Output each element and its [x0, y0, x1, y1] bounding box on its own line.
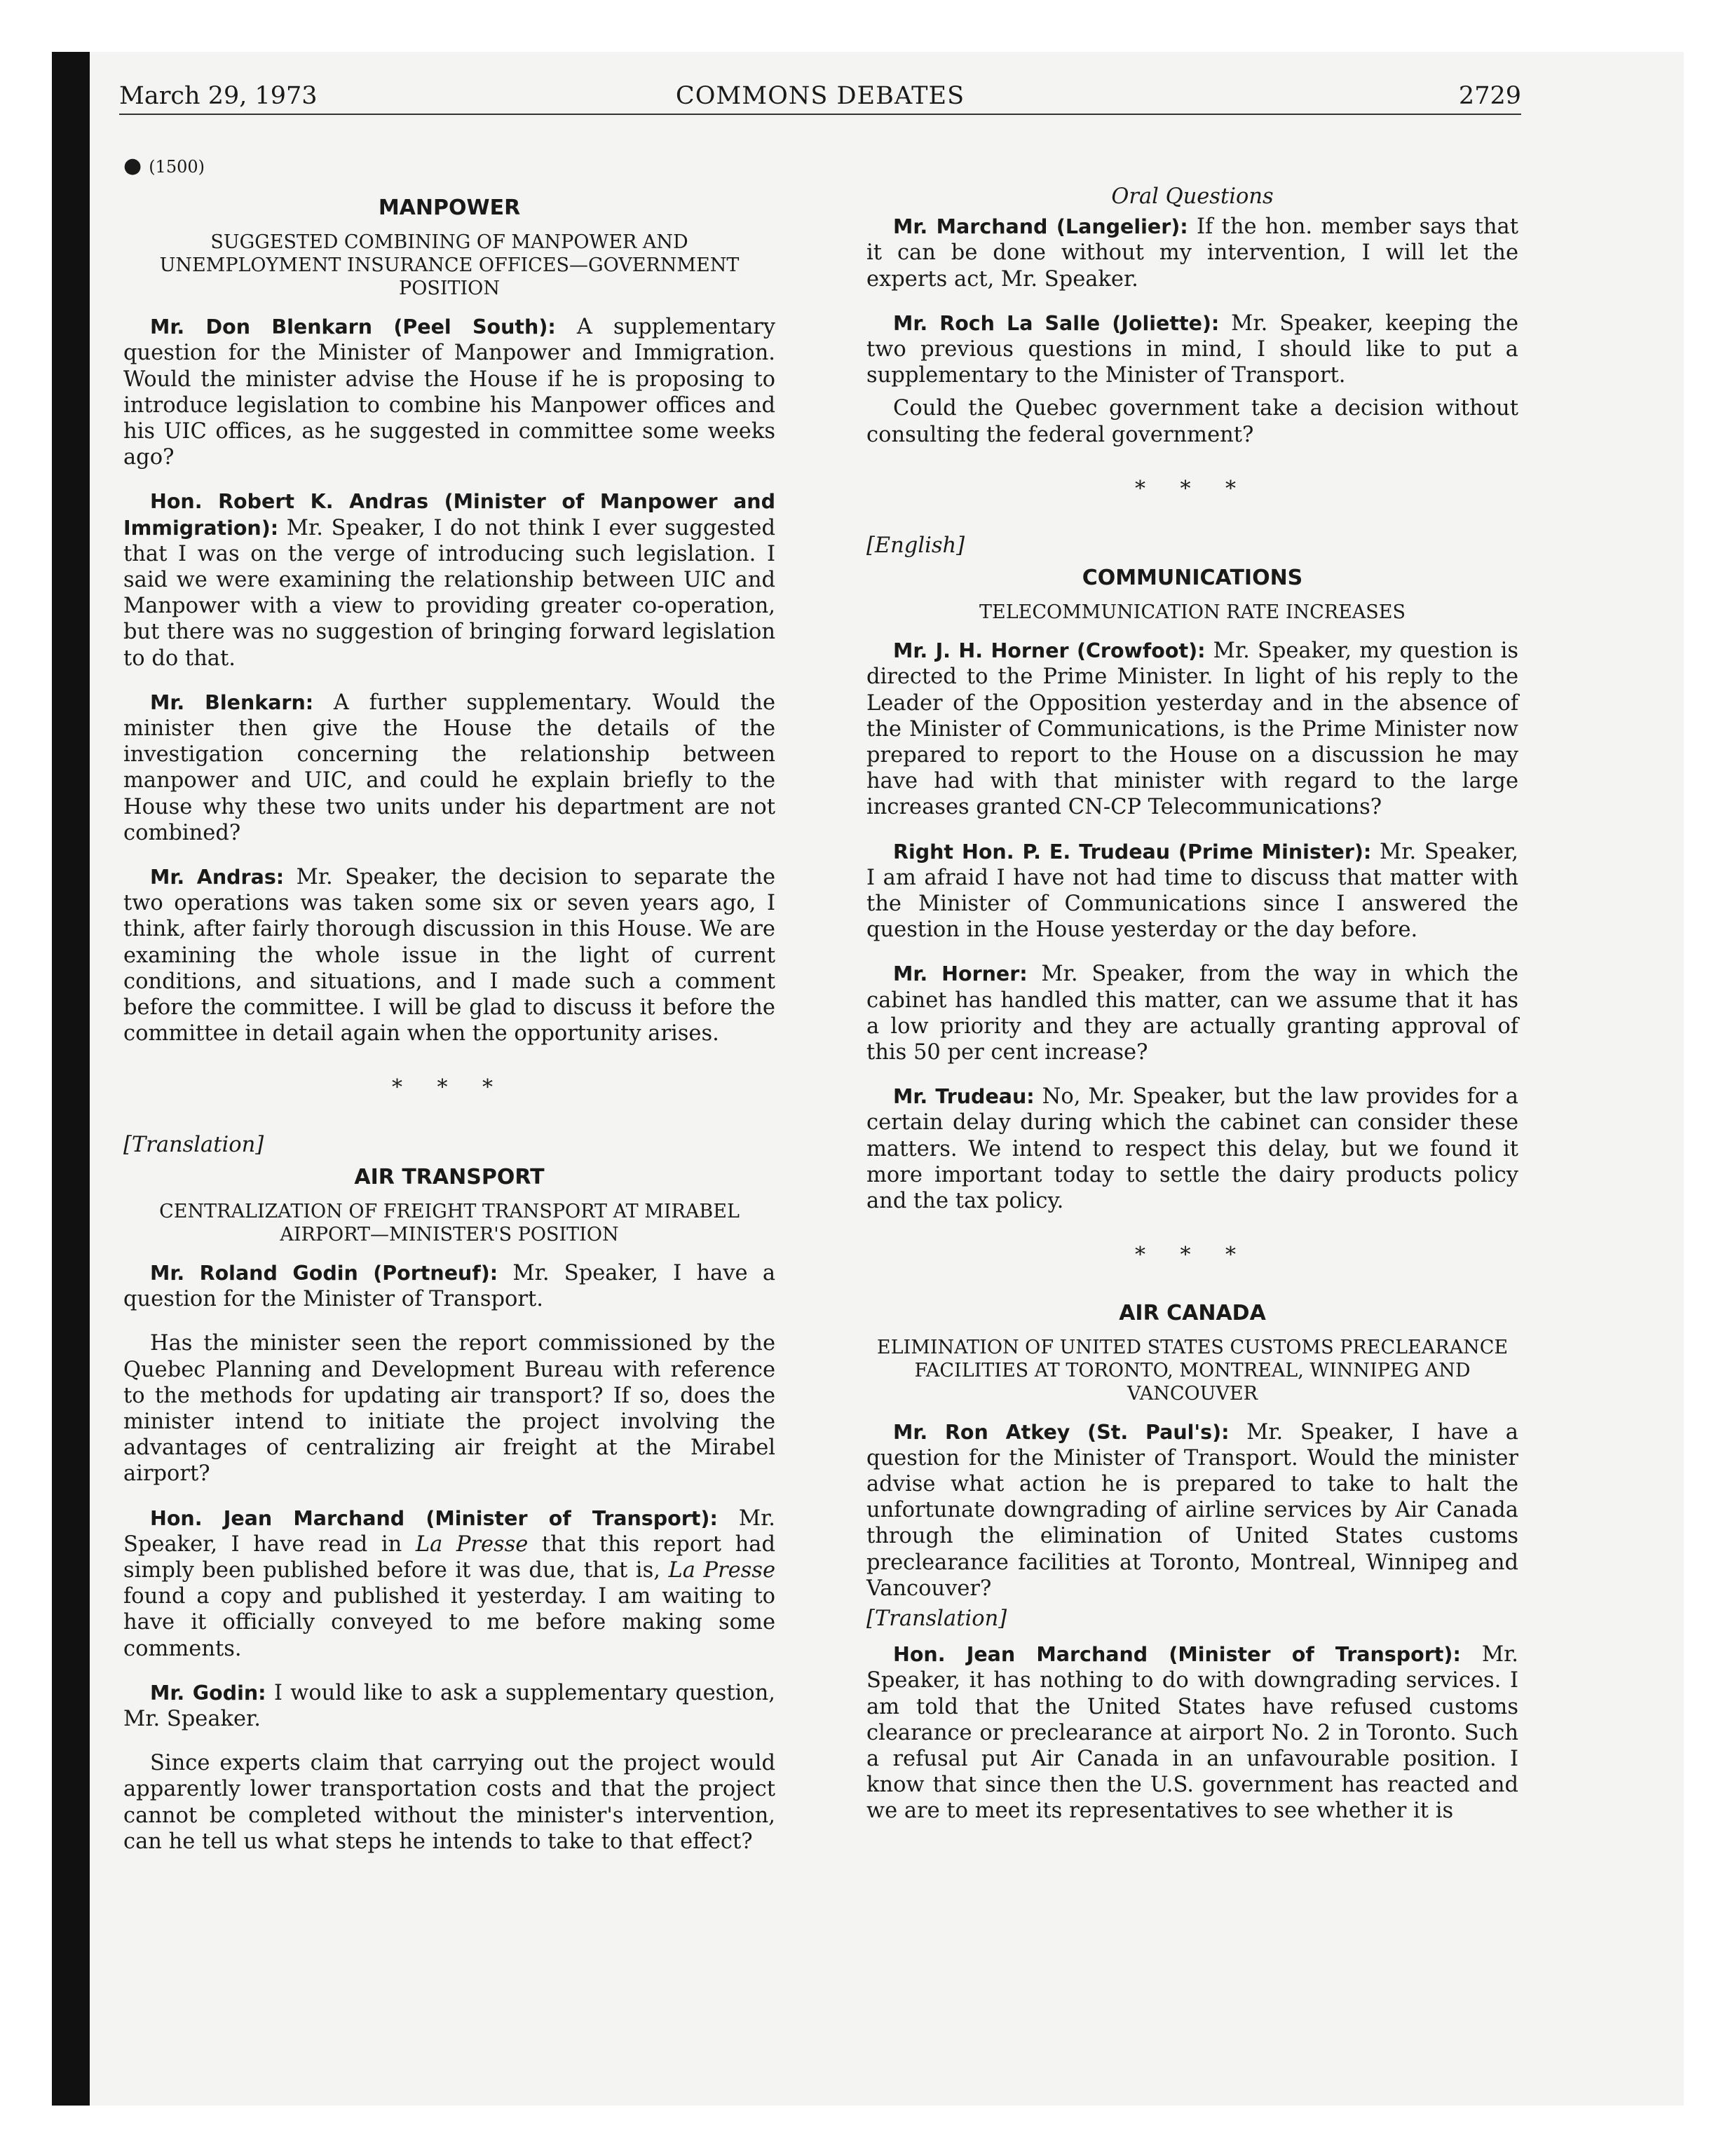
section-separator: * * *: [1134, 476, 1251, 501]
page-header: [119, 79, 1521, 115]
right-column: [866, 184, 1518, 1843]
language-note: [Translation]: [123, 1132, 264, 1157]
speaker-name: Hon. Jean Marchand (Minister of Transport):: [893, 1643, 1461, 1667]
section-subtitle-air-canada: ELIMINATION OF UNITED STATES CUSTOMS PRECLEARANCE FACILITIES AT TORONTO, MONTREAL, WINNIPEG AND VANCOUVER: [876, 1336, 1509, 1405]
speaker-name: Mr. Don Blenkarn (Peel South):: [150, 315, 556, 339]
section-separator: * * *: [1134, 1243, 1251, 1268]
speech-paragraph: Mr. Trudeau: No, Mr. Speaker, but the law provides for a certain delay during which the cabinet can consider these matters. We intend to respect this delay, but we found it more important today to settle the dairy products policy and the tax policy.: [866, 1084, 1518, 1214]
speech-paragraph: Hon. Robert K. Andras (Minister of Manpower and Immigration): Mr. Speaker, I do not think I ever suggested that I was on the verge of introducing such legislation. I said we were examining the relationship between UIC and Manpower with a view to providing greater co-operation, but there was no suggestion of bringing forward legislation to do that.: [123, 490, 775, 671]
speaker-name: Mr. Blenkarn:: [150, 690, 314, 714]
section-subtitle-manpower: SUGGESTED COMBINING OF MANPOWER AND UNEMPLOYMENT INSURANCE OFFICES—GOVERNMENT POSITION: [159, 231, 740, 300]
speech-paragraph: Mr. Roch La Salle (Joliette): Mr. Speaker, keeping the two previous questions in mind, I should like to put a supplementary to the Minister of Transport.: [866, 311, 1518, 388]
speech-paragraph: Mr. Godin: I would like to ask a supplementary question, Mr. Speaker.: [123, 1680, 775, 1731]
header-title: COMMONS DEBATES: [675, 82, 965, 110]
language-note: [English]: [866, 533, 965, 559]
speech-paragraph: Mr. J. H. Horner (Crowfoot): Mr. Speaker, my question is directed to the Prime Minister. In light of his reply to the Leader of the Opposition yesterday and in the absence of the Minister of Communications, is the Prime Minister now prepared to report to the House on a discussion he may have had with that minister with regard to the large increases granted CN-CP Telecommunications?: [866, 639, 1518, 820]
speech-paragraph: Mr. Don Blenkarn (Peel South): A supplementary question for the Minister of Manpower and Immigration. Would the minister advise the House if he is proposing to introduce legislation to combine his Manpower offices and his UIC offices, as he suggested in committee some weeks ago?: [123, 315, 775, 470]
speech-paragraph: Since experts claim that carrying out the project would apparently lower transportation costs and that the project cannot be completed without the minister's intervention, can he tell us what steps he intends to take to that effect?: [123, 1751, 775, 1854]
speech-paragraph: Right Hon. P. E. Trudeau (Prime Minister): Mr. Speaker, I am afraid I have not had time to discuss that matter with the Minister of Communications since I answered the question in the House yesterday or the day before.: [866, 839, 1518, 943]
speaker-name: Mr. Marchand (Langelier):: [893, 215, 1188, 239]
speech-paragraph: Hon. Jean Marchand (Minister of Transport): Mr. Speaker, I have read in La Presse that this report had simply been published before it was due, that is, La Presse found a copy and published it yesterday. I am waiting to have it officially conveyed to me before making some comments.: [123, 1506, 775, 1661]
header-date: March 29, 1973: [119, 82, 318, 110]
publication-title: La Presse: [415, 1531, 529, 1557]
publication-title: La Presse: [668, 1557, 775, 1583]
section-title-manpower: MANPOWER: [378, 196, 521, 221]
speech-paragraph: Mr. Blenkarn: A further supplementary. Would the minister then give the House the details of the investigation concerning the relationship between manpower and UIC, and could he explain briefly to the House why these two units under his department are not combined?: [123, 690, 776, 845]
section-title-air-transport: AIR TRANSPORT: [354, 1164, 545, 1189]
speaker-name: Mr. Godin:: [150, 1681, 266, 1705]
section-subtitle-communications: TELECOMMUNICATION RATE INCREASES: [979, 601, 1406, 624]
speaker-name: Mr. J. H. Horner (Crowfoot):: [893, 639, 1206, 663]
section-title-air-canada: AIR CANADA: [1119, 1300, 1266, 1325]
running-head: Oral Questions: [1111, 184, 1274, 209]
section-subtitle-air-transport: CENTRALIZATION OF FREIGHT TRANSPORT AT MIRABEL AIRPORT—MINISTER'S POSITION: [159, 1200, 740, 1246]
speech-paragraph: Mr. Andras: Mr. Speaker, the decision to separate the two operations was taken some six or seven years ago, I think, after fairly thorough discussion in this House. We are examining the whole issue in the light of current conditions, and situations, and I made such a comment before the committee. I will be glad to discuss it before the committee in detail again when the opportunity arises.: [123, 865, 776, 1046]
speech-paragraph: Mr. Ron Atkey (St. Paul's): Mr. Speaker, I have a question for the Minister of Transport. Would the minister advise what action he is prepared to take to halt the unfortunate downgrading of airline services by Air Canada through the elimination of United States customs preclearance facilities at Toronto, Montreal, Winnipeg and Vancouver?: [866, 1419, 1518, 1601]
language-note: [Translation]: [866, 1606, 1007, 1631]
speaker-name: Mr. Trudeau:: [893, 1085, 1035, 1109]
speech-paragraph: Mr. Marchand (Langelier): If the hon. member says that it can be done without my intervention, I will let the experts act, Mr. Speaker.: [866, 214, 1518, 292]
speaker-name: Right Hon. P. E. Trudeau (Prime Minister):: [893, 840, 1372, 864]
left-column: [123, 133, 775, 1873]
bullet-icon: ●: [123, 153, 142, 178]
speaker-name: Hon. Jean Marchand (Minister of Transport):: [150, 1506, 718, 1530]
binding-edge: [52, 52, 90, 2106]
speech-paragraph: Hon. Jean Marchand (Minister of Transport): Mr. Speaker, it has nothing to do with downgrading services. I am told that the United States have refused customs clearance or preclearance at airport No. 2 in Toronto. Such a refusal put Air Canada in an unfavourable position. I know that since then the U.S. government has reacted and we are to meet its representatives to see whether it is: [866, 1642, 1518, 1824]
speaker-name: Mr. Ron Atkey (St. Paul's):: [893, 1420, 1230, 1444]
section-title-communications: COMMUNICATIONS: [1082, 566, 1303, 591]
section-separator: * * *: [391, 1075, 508, 1100]
speaker-name: Mr. Andras:: [150, 866, 285, 889]
time-marker: ● (1500): [123, 153, 205, 178]
speaker-name: Mr. Roch La Salle (Joliette):: [893, 311, 1220, 335]
speaker-name: Hon. Robert K. Andras (Minister of Manpower and Immigration):: [123, 490, 775, 540]
speech-paragraph: Mr. Horner: Mr. Speaker, from the way in which the cabinet has handled this matter, can we assume that it has a low priority and they are actually granting approval of this 50 per cent increase?: [866, 962, 1518, 1065]
speech-paragraph: Has the minister seen the report commissioned by the Quebec Planning and Development Bureau with reference to the methods for updating air transport? If so, does the minister intend to initiate the project involving the advantages of centralizing air freight at the Mirabel airport?: [123, 1331, 775, 1487]
speaker-name: Mr. Horner:: [893, 962, 1028, 986]
speaker-name: Mr. Roland Godin (Portneuf):: [150, 1261, 498, 1285]
page-number: 2729: [1458, 82, 1521, 110]
speech-paragraph: Could the Quebec government take a decision without consulting the federal government?: [866, 396, 1518, 447]
speech-paragraph: Mr. Roland Godin (Portneuf): Mr. Speaker, I have a question for the Minister of Transport.: [123, 1260, 775, 1312]
